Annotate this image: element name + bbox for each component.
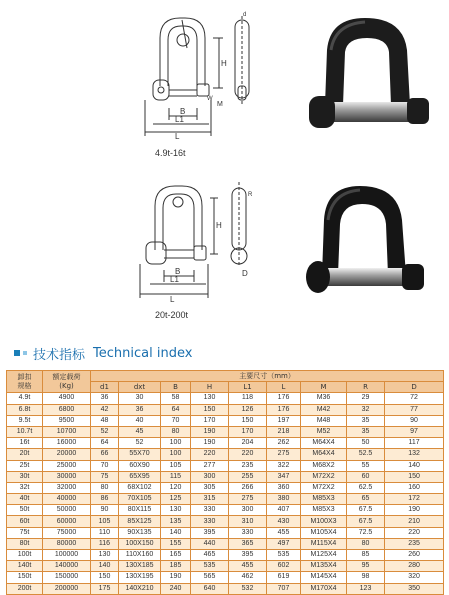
table-cell: 395 <box>191 527 229 538</box>
table-cell: 123 <box>347 583 385 594</box>
heading-text-cn: 技术指标 <box>33 347 86 363</box>
table-cell: 70X105 <box>119 494 161 505</box>
table-cell: 176 <box>267 404 301 415</box>
table-row <box>7 538 444 549</box>
table-cell: 266 <box>229 482 267 493</box>
table-cell: M100X3 <box>301 516 347 527</box>
table-cell: 60 <box>347 471 385 482</box>
table-cell: 126 <box>229 404 267 415</box>
header-load: 额定载荷 (Kg) <box>43 371 91 393</box>
table-cell: 155 <box>161 538 191 549</box>
table-cell: 9500 <box>43 415 91 426</box>
heading-text-en: Technical index <box>93 345 193 361</box>
table-cell: M125X4 <box>301 550 347 561</box>
table-cell: 462 <box>229 572 267 583</box>
table-cell: 100t <box>7 550 43 561</box>
table-cell: 16t <box>7 438 43 449</box>
table-cell: 72.5 <box>347 527 385 538</box>
table-row <box>7 572 444 583</box>
table-cell: 140000 <box>43 561 91 572</box>
drawing-caption-small: 4.9t-16t <box>155 148 186 158</box>
table-cell: 640 <box>191 583 229 594</box>
table-cell: 140 <box>161 527 191 538</box>
table-cell: 32t <box>7 482 43 493</box>
table-cell: 50t <box>7 505 43 516</box>
table-cell: 50 <box>347 438 385 449</box>
table-cell: 275 <box>267 449 301 460</box>
header-d: D <box>385 382 444 393</box>
table-cell: 140X210 <box>119 583 161 594</box>
table-cell: 330 <box>191 516 229 527</box>
table-row <box>7 527 444 538</box>
table-cell: M64X4 <box>301 438 347 449</box>
table-cell: 58 <box>161 393 191 404</box>
table-cell: 85 <box>347 550 385 561</box>
table-row <box>7 505 444 516</box>
table-cell: M115X4 <box>301 538 347 549</box>
table-cell: 140t <box>7 561 43 572</box>
shackle-photo-small <box>295 10 445 140</box>
table-cell: 347 <box>267 471 301 482</box>
table-cell: 190 <box>191 426 229 437</box>
svg-text:L: L <box>175 132 180 141</box>
table-cell: 535 <box>267 550 301 561</box>
header-d1: d1 <box>91 382 119 393</box>
table-row <box>7 415 444 426</box>
table-cell: 40 <box>119 415 161 426</box>
table-cell: 430 <box>267 516 301 527</box>
table-cell: 36 <box>119 404 161 415</box>
table-cell: 125 <box>161 494 191 505</box>
svg-text:L1: L1 <box>175 115 184 124</box>
table-cell: 305 <box>191 482 229 493</box>
table-cell: M68X2 <box>301 460 347 471</box>
table-cell: M48 <box>301 415 347 426</box>
shackle-drawing-small <box>135 8 275 143</box>
table-cell: 72 <box>385 393 444 404</box>
heading-square-icon <box>14 350 20 356</box>
svg-text:B: B <box>175 267 181 276</box>
table-cell: 80t <box>7 538 43 549</box>
table-cell: M170X4 <box>301 583 347 594</box>
table-cell: 30000 <box>43 471 91 482</box>
table-cell: 25000 <box>43 460 91 471</box>
table-cell: 60000 <box>43 516 91 527</box>
table-cell: 150 <box>385 471 444 482</box>
table-cell: 300 <box>229 505 267 516</box>
table-cell: 455 <box>267 527 301 538</box>
table-cell: 150 <box>91 572 119 583</box>
table-cell: 440 <box>191 538 229 549</box>
table-cell: M36 <box>301 393 347 404</box>
table-cell: 29 <box>347 393 385 404</box>
table-cell: 20t <box>7 449 43 460</box>
table-cell: 16000 <box>43 438 91 449</box>
header-b: B <box>161 382 191 393</box>
table-cell: 172 <box>385 494 444 505</box>
table-cell: 210 <box>385 516 444 527</box>
table-cell: 350 <box>385 583 444 594</box>
table-cell: 130X185 <box>119 561 161 572</box>
table-cell: 60t <box>7 516 43 527</box>
shackle-drawing-large <box>130 178 275 308</box>
table-cell: 10.7t <box>7 426 43 437</box>
svg-text:H: H <box>216 221 222 230</box>
table-cell: 262 <box>267 438 301 449</box>
table-cell: 165 <box>161 550 191 561</box>
table-cell: 200t <box>7 583 43 594</box>
table-cell: 100 <box>161 449 191 460</box>
svg-text:d: d <box>243 12 247 18</box>
table-cell: 105 <box>91 516 119 527</box>
svg-text:D: D <box>242 269 248 278</box>
header-m: M <box>301 382 347 393</box>
table-cell: 80 <box>161 426 191 437</box>
table-cell: 105 <box>161 460 191 471</box>
table-cell: 185 <box>161 561 191 572</box>
table-cell: 132 <box>385 449 444 460</box>
table-cell: 80 <box>347 538 385 549</box>
table-cell: 85X125 <box>119 516 161 527</box>
table-cell: 395 <box>229 550 267 561</box>
table-cell: 365 <box>229 538 267 549</box>
table-cell: 40000 <box>43 494 91 505</box>
table-cell: 90 <box>385 415 444 426</box>
table-row <box>7 460 444 471</box>
table-cell: 150 <box>191 404 229 415</box>
shackle-photo-large <box>298 180 443 305</box>
table-cell: 20000 <box>43 449 91 460</box>
table-cell: 32 <box>347 404 385 415</box>
table-cell: 110 <box>91 527 119 538</box>
table-cell: 170 <box>191 415 229 426</box>
table-cell: 220 <box>385 527 444 538</box>
table-cell: 80 <box>91 482 119 493</box>
table-cell: 130 <box>161 505 191 516</box>
table-cell: 77 <box>385 404 444 415</box>
table-cell: 52 <box>119 438 161 449</box>
table-cell: 42 <box>91 404 119 415</box>
table-cell: 80X115 <box>119 505 161 516</box>
table-cell: 25t <box>7 460 43 471</box>
table-cell: 45 <box>119 426 161 437</box>
table-cell: M85X3 <box>301 505 347 516</box>
table-cell: 175 <box>91 583 119 594</box>
table-cell: 32000 <box>43 482 91 493</box>
table-cell: 330 <box>229 527 267 538</box>
table-cell: 275 <box>229 494 267 505</box>
table-cell: 170 <box>229 426 267 437</box>
table-cell: 97 <box>385 426 444 437</box>
table-cell: 130X195 <box>119 572 161 583</box>
table-cell: 75t <box>7 527 43 538</box>
table-cell: 62.5 <box>347 482 385 493</box>
table-cell: 200000 <box>43 583 91 594</box>
table-cell: 532 <box>229 583 267 594</box>
table-cell: 220 <box>229 449 267 460</box>
header-l1: L1 <box>229 382 267 393</box>
table-cell: 380 <box>267 494 301 505</box>
table-cell: M135X4 <box>301 561 347 572</box>
table-cell: 176 <box>267 393 301 404</box>
technical-spec-table <box>6 370 444 595</box>
header-l: L <box>267 382 301 393</box>
table-cell: 98 <box>347 572 385 583</box>
table-cell: M52 <box>301 426 347 437</box>
svg-text:R: R <box>248 192 253 198</box>
table-cell: 218 <box>267 426 301 437</box>
table-cell: M42 <box>301 404 347 415</box>
table-cell: 64 <box>161 404 191 415</box>
table-cell: 100000 <box>43 550 91 561</box>
table-cell: 52.5 <box>347 449 385 460</box>
table-cell: 190 <box>161 572 191 583</box>
table-cell: 117 <box>385 438 444 449</box>
table-cell: 255 <box>229 471 267 482</box>
table-cell: 60X90 <box>119 460 161 471</box>
table-cell: 95 <box>347 561 385 572</box>
header-spec: 卸扣 规格 <box>7 371 43 393</box>
table-cell: M72X2 <box>301 471 347 482</box>
table-cell: M145X4 <box>301 572 347 583</box>
table-cell: 75000 <box>43 527 91 538</box>
header-h: H <box>191 382 229 393</box>
table-cell: 619 <box>267 572 301 583</box>
table-row <box>7 393 444 404</box>
table-cell: 116 <box>91 538 119 549</box>
table-cell: 320 <box>385 572 444 583</box>
table-cell: 707 <box>267 583 301 594</box>
table-row <box>7 482 444 493</box>
table-cell: M64X4 <box>301 449 347 460</box>
table-cell: 197 <box>267 415 301 426</box>
table-cell: 235 <box>385 538 444 549</box>
table-cell: 65 <box>347 494 385 505</box>
table-cell: 465 <box>191 550 229 561</box>
drawing-caption-large: 20t-200t <box>155 310 189 320</box>
table-cell: 280 <box>385 561 444 572</box>
table-cell: 100 <box>161 438 191 449</box>
table-cell: 55 <box>347 460 385 471</box>
table-row <box>7 550 444 561</box>
table-cell: 80000 <box>43 538 91 549</box>
table-cell: 67.5 <box>347 516 385 527</box>
table-cell: 240 <box>161 583 191 594</box>
table-cell: 190 <box>385 505 444 516</box>
table-cell: 120 <box>161 482 191 493</box>
table-row <box>7 438 444 449</box>
table-cell: 70 <box>161 415 191 426</box>
table-cell: 150 <box>229 415 267 426</box>
table-cell: 135 <box>161 516 191 527</box>
table-cell: 36 <box>91 393 119 404</box>
table-cell: 160 <box>385 482 444 493</box>
header-group: 主要尺寸（mm） <box>91 371 444 382</box>
table-cell: 30t <box>7 471 43 482</box>
table-cell: 4.9t <box>7 393 43 404</box>
table-cell: 204 <box>229 438 267 449</box>
table-cell: 50000 <box>43 505 91 516</box>
svg-text:L1: L1 <box>170 275 179 284</box>
table-cell: M72X2 <box>301 482 347 493</box>
table-cell: 235 <box>229 460 267 471</box>
table-cell: 130 <box>91 550 119 561</box>
table-cell: M105X4 <box>301 527 347 538</box>
table-cell: 565 <box>191 572 229 583</box>
table-cell: 68X102 <box>119 482 161 493</box>
table-cell: 150t <box>7 572 43 583</box>
table-cell: 64 <box>91 438 119 449</box>
table-cell: 115 <box>161 471 191 482</box>
table-row <box>7 516 444 527</box>
table-cell: 65X95 <box>119 471 161 482</box>
table-cell: 10700 <box>43 426 91 437</box>
table-cell: 455 <box>229 561 267 572</box>
table-cell: 535 <box>191 561 229 572</box>
svg-text:M: M <box>217 101 223 108</box>
svg-text:H: H <box>221 59 227 68</box>
table-cell: 330 <box>191 505 229 516</box>
table-cell: 30 <box>119 393 161 404</box>
table-cell: 118 <box>229 393 267 404</box>
table-cell: 6800 <box>43 404 91 415</box>
table-cell: 260 <box>385 550 444 561</box>
svg-text:L: L <box>170 295 175 304</box>
table-cell: 35 <box>347 426 385 437</box>
table-cell: 35 <box>347 415 385 426</box>
table-cell: 407 <box>267 505 301 516</box>
table-cell: 315 <box>191 494 229 505</box>
section-heading <box>14 345 192 361</box>
table-cell: 67.5 <box>347 505 385 516</box>
table-cell: 55X70 <box>119 449 161 460</box>
table-row <box>7 494 444 505</box>
table-cell: 9.5t <box>7 415 43 426</box>
table-cell: 150000 <box>43 572 91 583</box>
table-cell: 602 <box>267 561 301 572</box>
table-row <box>7 404 444 415</box>
table-row <box>7 561 444 572</box>
table-cell: 90 <box>91 505 119 516</box>
table-cell: 140 <box>385 460 444 471</box>
table-cell: 300 <box>191 471 229 482</box>
heading-small-square-icon <box>23 351 27 355</box>
table-cell: 360 <box>267 482 301 493</box>
table-cell: 190 <box>191 438 229 449</box>
table-cell: 40t <box>7 494 43 505</box>
table-cell: M85X3 <box>301 494 347 505</box>
table-cell: 140 <box>91 561 119 572</box>
table-row <box>7 426 444 437</box>
table-row <box>7 583 444 594</box>
header-r: R <box>347 382 385 393</box>
table-row <box>7 471 444 482</box>
header-dxt: dxt <box>119 382 161 393</box>
table-cell: 130 <box>191 393 229 404</box>
table-cell: 48 <box>91 415 119 426</box>
table-cell: 75 <box>91 471 119 482</box>
table-cell: 6.8t <box>7 404 43 415</box>
table-cell: 322 <box>267 460 301 471</box>
svg-text:W: W <box>207 96 213 102</box>
table-cell: 4900 <box>43 393 91 404</box>
table-cell: 100X150 <box>119 538 161 549</box>
table-cell: 70 <box>91 460 119 471</box>
table-cell: 66 <box>91 449 119 460</box>
table-cell: 86 <box>91 494 119 505</box>
table-cell: 52 <box>91 426 119 437</box>
table-cell: 277 <box>191 460 229 471</box>
table-cell: 90X135 <box>119 527 161 538</box>
table-cell: 497 <box>267 538 301 549</box>
table-row <box>7 449 444 460</box>
table-cell: 220 <box>191 449 229 460</box>
svg-text:B: B <box>180 107 186 116</box>
table-cell: 310 <box>229 516 267 527</box>
table-cell: 110X160 <box>119 550 161 561</box>
